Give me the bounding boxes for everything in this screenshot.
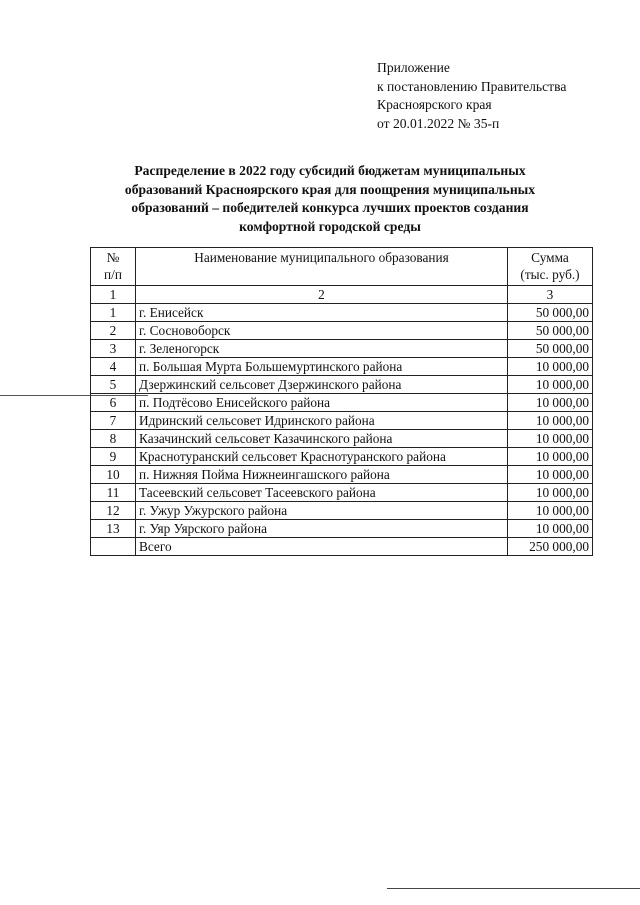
row-num: 1 [91, 304, 136, 322]
row-name: Краснотуранский сельсовет Краснотуранского района [136, 448, 508, 466]
row-sum: 10 000,00 [508, 358, 593, 376]
distribution-table [90, 247, 593, 556]
row-sum: 10 000,00 [508, 466, 593, 484]
row-sum: 10 000,00 [508, 520, 593, 538]
appendix-line: Приложение [377, 60, 450, 75]
row-name: п. Большая Мурта Большемуртинского района [136, 358, 508, 376]
row-sum: 10 000,00 [508, 502, 593, 520]
row-sum: 50 000,00 [508, 322, 593, 340]
row-sum: 10 000,00 [508, 430, 593, 448]
row-name: г. Уяр Уярского района [136, 520, 508, 538]
col-number-2: 2 [136, 286, 508, 304]
table-row [91, 502, 593, 520]
col-number-1: 1 [91, 286, 136, 304]
table-row [91, 520, 593, 538]
total-num [91, 538, 136, 556]
table-row [91, 358, 593, 376]
header-sum-line2: (тыс. руб.) [520, 267, 580, 282]
row-num: 11 [91, 484, 136, 502]
row-num: 2 [91, 322, 136, 340]
row-num: 10 [91, 466, 136, 484]
col-number-3: 3 [508, 286, 593, 304]
title-line: Распределение в 2022 году субсидий бюджетам муниципальных [134, 163, 526, 178]
appendix-line: Красноярского края [377, 97, 492, 112]
row-sum: 50 000,00 [508, 304, 593, 322]
table-row [91, 304, 593, 322]
row-num: 3 [91, 340, 136, 358]
table-row [91, 322, 593, 340]
row-num: 13 [91, 520, 136, 538]
total-label: Всего [136, 538, 508, 556]
row-sum: 10 000,00 [508, 484, 593, 502]
header-num-line1: № [106, 250, 120, 265]
row-name: Казачинский сельсовет Казачинского района [136, 430, 508, 448]
title-line: образований Красноярского края для поощрения муниципальных [124, 181, 536, 197]
table-row [91, 484, 593, 502]
row-num: 12 [91, 502, 136, 520]
row-sum: 10 000,00 [508, 394, 593, 412]
header-name-text: Наименование муниципального образования [194, 250, 449, 265]
header-sum [508, 248, 593, 286]
row-name: п. Подтёсово Енисейского района [136, 394, 508, 412]
table-row [91, 430, 593, 448]
header-num [91, 248, 136, 286]
row-sum: 10 000,00 [508, 448, 593, 466]
total-sum: 250 000,00 [508, 538, 593, 556]
row-name: Тасеевский сельсовет Тасеевского района [136, 484, 508, 502]
row-name: г. Сосновоборск [136, 322, 508, 340]
row-name: г. Ужур Ужурского района [136, 502, 508, 520]
table-header-row [91, 248, 593, 286]
row-num: 9 [91, 448, 136, 466]
row-num: 6 [91, 394, 136, 412]
row-sum: 10 000,00 [508, 376, 593, 394]
appendix-line: от 20.01.2022 № 35-п [377, 115, 500, 131]
row-name: п. Нижняя Пойма Нижнеингашского района [136, 466, 508, 484]
column-number-row [91, 286, 593, 304]
title-line: образований – победителей конкурса лучших проектов создания [131, 200, 529, 215]
header-num-line2: п/п [104, 267, 122, 282]
title-line: комфортной городской среды [239, 218, 421, 234]
appendix-block [377, 59, 566, 133]
table-row [91, 412, 593, 430]
row-name: Идринский сельсовет Идринского района [136, 412, 508, 430]
table-row [91, 376, 593, 394]
header-name [136, 248, 508, 286]
row-name: г. Енисейск [136, 304, 508, 322]
table-row [91, 394, 593, 412]
table-row [91, 340, 593, 358]
table-row [91, 466, 593, 484]
document-title [80, 162, 580, 236]
row-num: 7 [91, 412, 136, 430]
row-name: г. Зеленогорск [136, 340, 508, 358]
row-sum: 50 000,00 [508, 340, 593, 358]
row-num: 4 [91, 358, 136, 376]
scan-line-bottom [387, 888, 640, 889]
header-sum-line1: Сумма [531, 250, 569, 265]
row-num: 5 [91, 376, 136, 394]
table-row [91, 448, 593, 466]
row-num: 8 [91, 430, 136, 448]
row-sum: 10 000,00 [508, 412, 593, 430]
total-row [91, 538, 593, 556]
row-name: Дзержинский сельсовет Дзержинского района [136, 376, 508, 394]
appendix-line: к постановлению Правительства [377, 78, 567, 94]
